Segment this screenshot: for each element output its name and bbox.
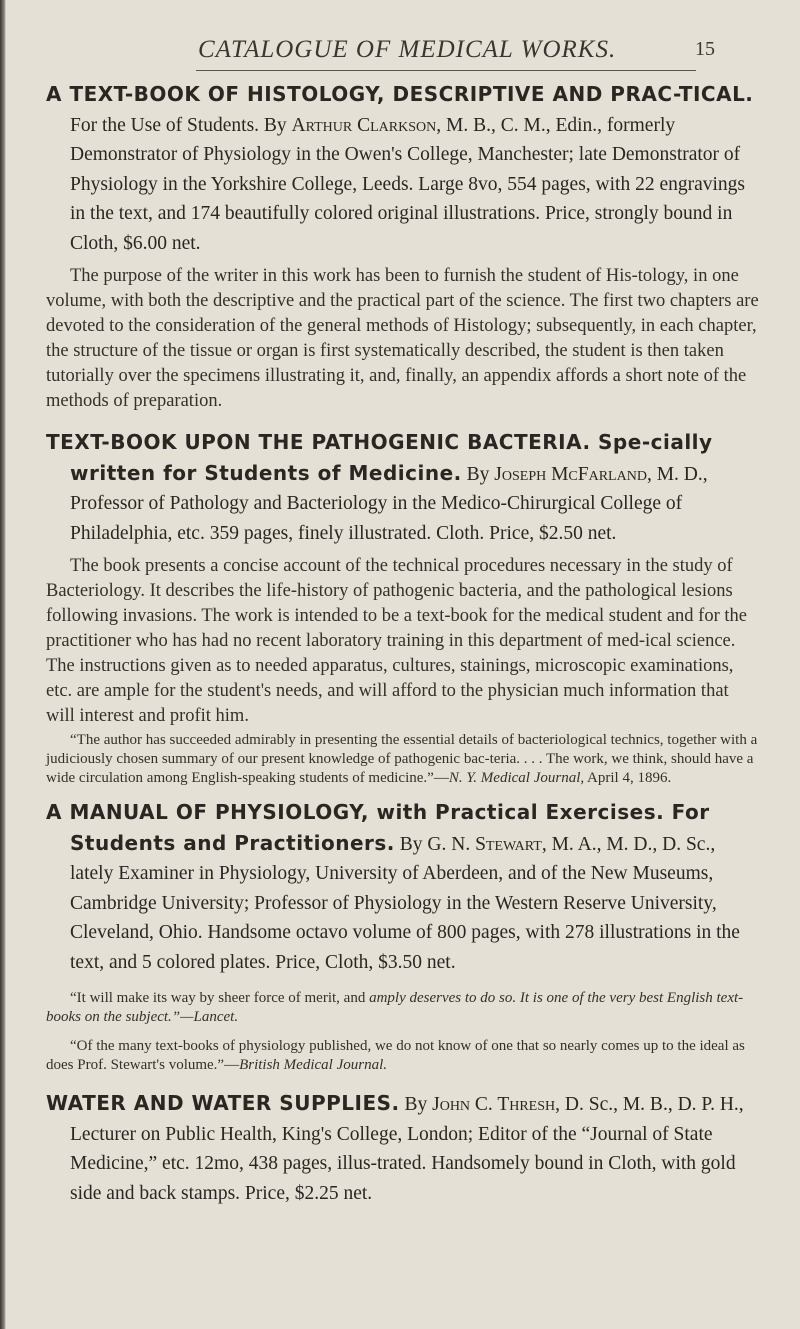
quote-source: N. Y. Medical Journal,: [448, 770, 585, 786]
entry-author: Joseph McFarland,: [494, 463, 652, 485]
review-quote: [46, 731, 762, 788]
entry-subtitle: By: [399, 833, 423, 855]
entry-subtitle: By: [404, 1094, 428, 1115]
quote-date: April 4, 1896.: [587, 770, 672, 786]
header-rule: [196, 70, 696, 71]
entry-heading: [46, 1089, 762, 1208]
page-number: 15: [695, 38, 715, 60]
entry-bacteria: [46, 428, 762, 788]
entry-author: G. N. Stewart,: [427, 833, 547, 855]
entry-title: A MANUAL OF PHYSIOLOGY, with Practical Exercises. For Students and Practitioners.: [46, 800, 710, 855]
entry-description: The book presents a concise account of the technical procedures necessary in the study of Bacteriology. It describes the life-history of pathogenic bacteria, and the pathological lesions following invasions. The work is intended to be a text-book for the medical student and for the practitioner who has had no recent laboratory training in this department of med-ical science. The instructions given as to needed apparatus, cultures, stainings, microscopic examinations, etc. are ample for the student's needs, and will afford to the physician much information that will interest and profit him.: [46, 556, 747, 726]
entry-title: TEXT-BOOK UPON THE PATHOGENIC BACTERIA. Spe-cially written for Students of Medicine.: [46, 430, 713, 485]
entry-title: A TEXT-BOOK OF HISTOLOGY, DESCRIPTIVE AND PRAC-TICAL.: [46, 82, 754, 106]
page-spine-shadow: [0, 0, 6, 1329]
quote-text: “It will make its way by sheer force of merit, and: [70, 990, 366, 1006]
review-quote: [46, 1037, 762, 1075]
entry-subtitle: For the Use of Students. By: [70, 114, 287, 136]
entry-heading: [46, 428, 762, 548]
entry-details: M. B., C. M., Edin., formerly Demonstrator of Physiology in the Owen's College, Manchester; late Demonstrator of Physiology in the Yorkshire College, Leeds. Large 8vo, 554 pages, with 22 engravings in the text, and 174 beautifully colored original illustrations. Price, strongly bound in Cloth, $6.00 net.: [70, 114, 746, 254]
review-quote: [46, 989, 762, 1027]
running-head: [0, 36, 800, 76]
entry-details: D. Sc., M. B., D. P. H., Lecturer on Public Health, King's College, London; Editor of the “Journal of State Medicine,” etc. 12mo, 438 pages, illus-trated. Handsomely bound in Cloth, with gold side and back stamps. Price, $2.25 net.: [70, 1094, 744, 1204]
entry-author: Arthur Clarkson,: [291, 114, 442, 136]
quote-emphasis: amply deserves to do so. It is one of the very best English text-books on the subject.”—Lancet.: [46, 990, 744, 1025]
entry-author: John C. Thresh,: [432, 1094, 561, 1115]
entry-physiology: [46, 798, 762, 1075]
quote-text: “Of the many text-books of physiology published, we do not know of one that so nearly comes up to the ideal as does Prof. Stewart's volume.”—: [46, 1038, 745, 1073]
entry-water: [46, 1089, 762, 1208]
entry-heading: [46, 798, 762, 977]
entry-details: M. A., M. D., D. Sc., lately Examiner in Physiology, University of Aberdeen, and of the New Museums, Cambridge University; Professor of Physiology in the Western Reserve University, Cleveland, Ohio. Handsome octavo volume of 800 pages, with 278 illustrations in the text, and 5 colored plates. Price, Cloth, $3.50 net.: [70, 833, 740, 973]
entry-histology: [46, 80, 762, 414]
quote-source: British Medical Journal.: [239, 1057, 387, 1073]
entry-title: WATER AND WATER SUPPLIES.: [46, 1091, 400, 1115]
quote-text: “The author has succeeded admirably in presenting the essential details of bacteriological technics, together with a judiciously chosen summary of our present knowledge of pathogenic bac-teria. . . . The work, we think, should have a wide circulation among English-speaking students of medicine.”—: [46, 732, 758, 786]
entry-heading: [46, 80, 762, 258]
page-title: CATALOGUE OF MEDICAL WORKS.: [198, 36, 617, 63]
entry-description: The purpose of the writer in this work has been to furnish the student of His-tology, in one volume, with both the descriptive and the practical part of the science. The first two chapters are devoted to the consideration of the general methods of Histology; subsequently, in each chapter, the structure of the tissue or organ is first systematically described, the student is then taken tutorially over the specimens illustrating it, and, finally, an appendix affords a short note of the methods of preparation.: [46, 266, 759, 411]
entry-subtitle: By: [466, 463, 490, 485]
entry-details: M. D., Professor of Pathology and Bacteriology in the Medico-Chirurgical College of Philadelphia, etc. 359 pages, finely illustrated. Cloth. Price, $2.50 net.: [70, 463, 708, 544]
catalogue-content: [46, 80, 762, 1208]
